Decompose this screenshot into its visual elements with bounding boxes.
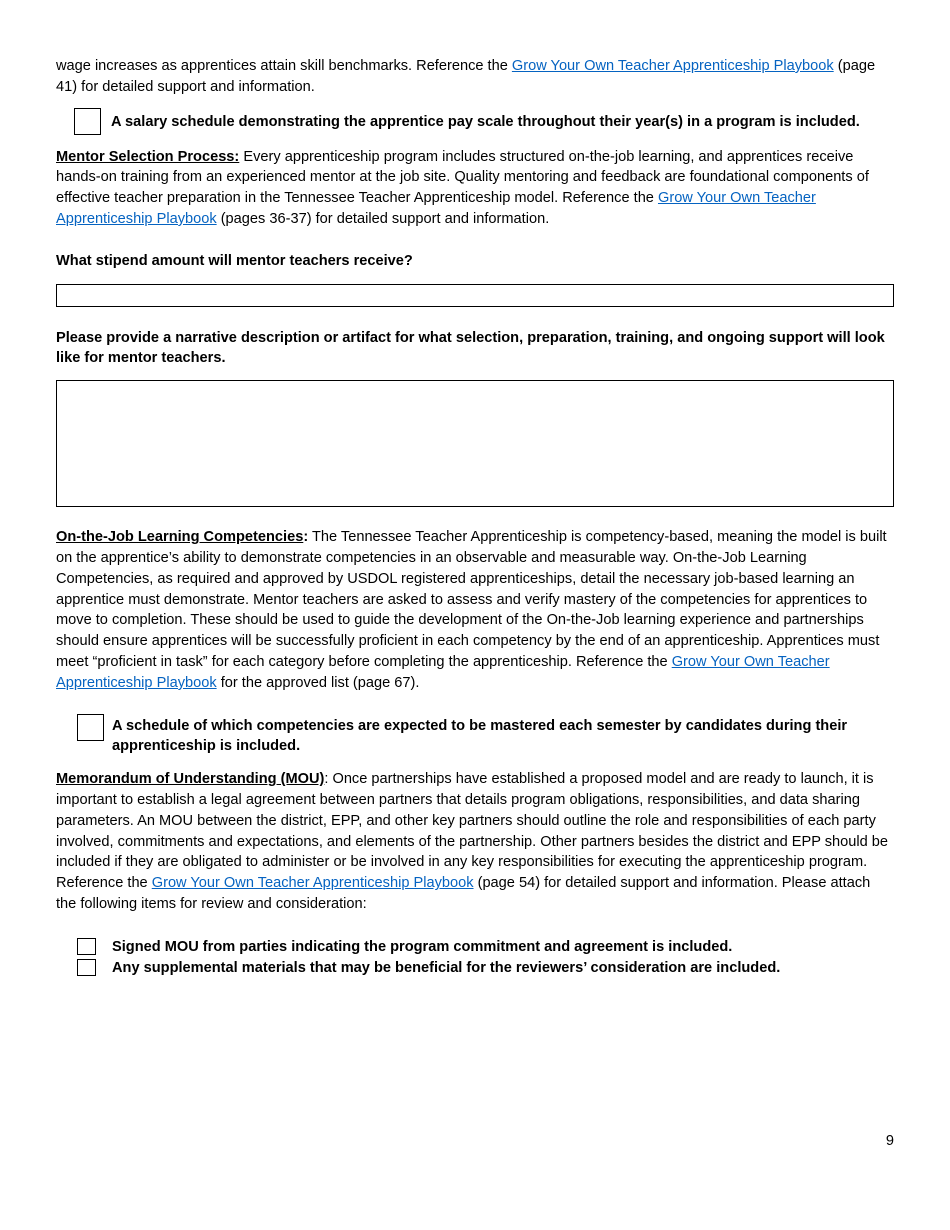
competency-schedule-row (56, 714, 894, 758)
mentor-paragraph (56, 147, 894, 230)
supplemental-checkbox[interactable] (77, 959, 96, 976)
playbook-link-p36[interactable]: Grow Your Own Teacher Apprenticeship Playbook (56, 190, 816, 227)
supplemental-label: Any supplemental materials that may be beneficial for the reviewers’ consideration are included. (112, 959, 781, 976)
mou-signed-row (56, 937, 894, 958)
playbook-link-p67[interactable]: Grow Your Own Teacher Apprenticeship Playbook (56, 653, 830, 691)
competency-schedule-label: A schedule of which competencies are expected to be mastered each semester by candidates during their apprenticeship is included. (112, 717, 848, 755)
ojl-text-end: for the approved list (page 67). (216, 674, 420, 691)
competency-schedule-checkbox[interactable] (77, 714, 104, 741)
mentor-text-end: (pages 36-37) for detailed support and information. (216, 210, 550, 227)
ojl-heading: On-the-Job Learning Competencies (56, 529, 304, 546)
narrative-textarea[interactable] (56, 380, 894, 507)
ojl-colon: : (303, 529, 309, 546)
salary-schedule-label: A salary schedule demonstrating the apprentice pay scale throughout their year(s) in a program is included. (111, 113, 860, 130)
ojl-paragraph (56, 527, 894, 693)
salary-schedule-checkbox[interactable] (74, 108, 101, 135)
intro-text-end: (page 41) for detailed support and information. (56, 58, 876, 95)
mou-heading: Memorandum of Understanding (MOU) (56, 771, 325, 788)
mou-signed-checkbox[interactable] (77, 938, 96, 955)
mou-text-end: (page 54) for detailed support and information. Please attach the following items for review and consideration: (56, 875, 871, 912)
mentor-text: Every apprenticeship program includes structured on-the-job learning, and apprentices receive hands-on training from an experienced mentor at the job site. Quality mentoring and feedback are foundational components of effective teacher preparation in the Tennessee Teacher Apprenticeship model. Reference the (56, 148, 869, 207)
supplemental-row (56, 958, 894, 979)
mou-text: : Once partnerships have established a proposed model and are ready to launch, it is important to establish a legal agreement between partners that details program obligations, responsibilities, and data sharing parameters. An MOU between the district, EPP, and other key partners should outline the role and responsibilities of each party involved, commitments and expectations, and elements of the partnership. Other partners besides the district and EPP should be included if they are obligated to administer or be involved in any key responsibilities for executing the apprenticeship program. Reference the (56, 771, 889, 892)
mentor-heading: Mentor Selection Process: (56, 148, 240, 165)
stipend-input[interactable] (56, 284, 894, 307)
mou-signed-label: Signed MOU from parties indicating the program commitment and agreement is included. (112, 938, 733, 955)
page-number: 9 (885, 1133, 894, 1149)
salary-schedule-row (56, 108, 894, 135)
narrative-question: Please provide a narrative description or artifact for what selection, preparation, training, and ongoing support will look like for mentor teachers. (56, 329, 885, 367)
stipend-question: What stipend amount will mentor teachers receive? (56, 252, 413, 269)
intro-paragraph (56, 56, 894, 98)
mou-paragraph (56, 769, 894, 915)
playbook-link-p54[interactable]: Grow Your Own Teacher Apprenticeship Playbook (151, 875, 474, 892)
playbook-link-p41[interactable]: Grow Your Own Teacher Apprenticeship Playbook (511, 58, 834, 74)
document-page (56, 56, 894, 978)
intro-text: wage increases as apprentices attain skill benchmarks. Reference the (56, 58, 512, 74)
ojl-text: The Tennessee Teacher Apprenticeship is competency-based, meaning the model is built on the apprentice’s ability to demonstrate competencies in an observable and measurable way. On-the-Job Learning Competencies, as required and approved by USDOL registered apprenticeships, detail the necessary job-based learning an apprentice must demonstrate. Mentor teachers are asked to assess and verify mastery of the competencies for apprentices to move to completion. These should be used to guide the development of the On-the-Job learning experience and partnerships should ensure apprentices will be successfully proficient in each competency by the end of an apprenticeship. Apprentices must meet “proficient in task” for each category before completing the apprenticeship. Reference the (56, 529, 887, 670)
